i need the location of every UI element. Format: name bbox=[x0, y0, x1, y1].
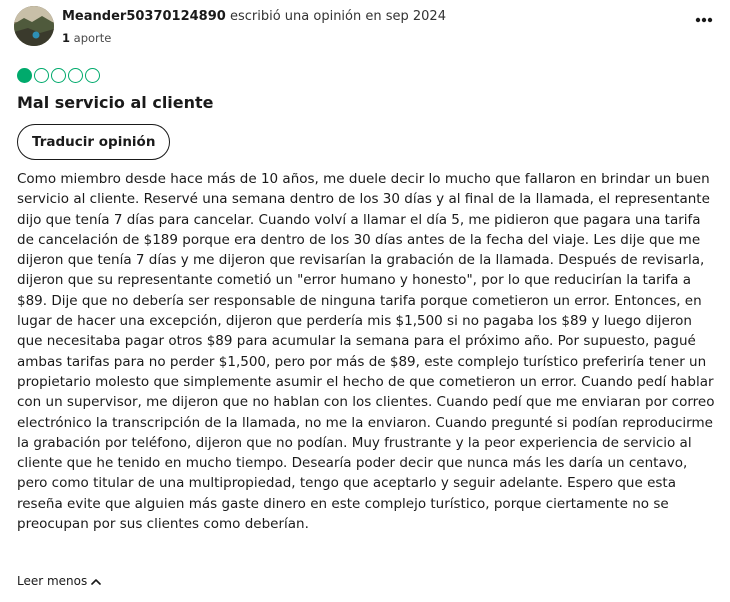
rating-bubble-empty bbox=[51, 68, 66, 83]
chevron-up-icon bbox=[91, 578, 101, 585]
contributions bbox=[62, 30, 111, 46]
rating-bubble-empty bbox=[85, 68, 100, 83]
rating-bubbles bbox=[17, 68, 100, 85]
read-less-link[interactable] bbox=[17, 572, 101, 590]
more-options-button[interactable] bbox=[692, 10, 716, 30]
translate-review-button[interactable]: Traducir opinión bbox=[17, 124, 170, 160]
author-username[interactable]: Meander50370124890 bbox=[62, 9, 226, 24]
avatar[interactable] bbox=[14, 6, 54, 46]
rating-bubble-filled bbox=[17, 68, 32, 83]
author-line bbox=[62, 8, 446, 26]
contributions-count: 1 bbox=[62, 31, 71, 45]
more-options-icon bbox=[695, 17, 713, 23]
read-less-label: Leer menos bbox=[17, 574, 88, 588]
rating-bubble-empty bbox=[34, 68, 49, 83]
review-body: Como miembro desde hace más de 10 años, me duele decir lo mucho que fallaron en brindar un buen servicio al cliente. Reservé una semana dentro de los 30 días y al final de la llamada, el representante dijo que tenía 7 días para cancelar. Cuando volví a llamar el día 5, me pidieron que pagara una tarifa de cancelación de $189 porque era dentro de los 30 días antes de la fecha del viaje. Les dije que me dijeron que tenía 7 días y me dijeron que revisarían la grabación de la llamada. Después de revisarla, dijeron que su representante cometió un "error humano y honesto", por lo que reducirían la tarifa a $89. Dije que no debería ser responsable de ninguna tarifa porque cometieron un error. Entonces, en lugar de hacer una excepción, dijeron que perdería mis $1,500 si no pagaba los $89 y luego dijeron que necesitaba pagar otros $89 para acumular la semana para el próximo año. Por supuesto, pagué ambas tarifas para no perder $1,500, pero por más de $89, este complejo turístico preferiría tener un propietario molesto que simplemente asumir el hecho de que cometieron un error. Cuando pedí hablar con un supervisor, me dijeron que no hablan con los clientes. Cuando pedí que me enviaran por correo electrónico la transcripción de la llamada, no me la enviaron. Cuando pregunté si podían reproducirme la grabación por teléfono, dijeron que no podían. Muy frustrante y la peor experiencia de servicio al cliente que he tenido en mucho tiempo. Desearía poder decir que nunca más les daría un centavo, pero como titular de una multipropiedad, tengo que aceptarlo y seguir adelante. Espero que esta reseña evite que alguien más gaste dinero en este complejo turístico, porque ciertamente no se preocupan por sus clientes como deberían. bbox=[17, 171, 715, 533]
avatar-image bbox=[14, 6, 54, 46]
review-header bbox=[14, 6, 718, 46]
review-title: Mal servicio al cliente bbox=[17, 93, 214, 112]
contributions-label: aporte bbox=[73, 31, 112, 45]
rating-bubble-empty bbox=[68, 68, 83, 83]
review-action-text: escribió una opinión en sep 2024 bbox=[229, 9, 446, 24]
